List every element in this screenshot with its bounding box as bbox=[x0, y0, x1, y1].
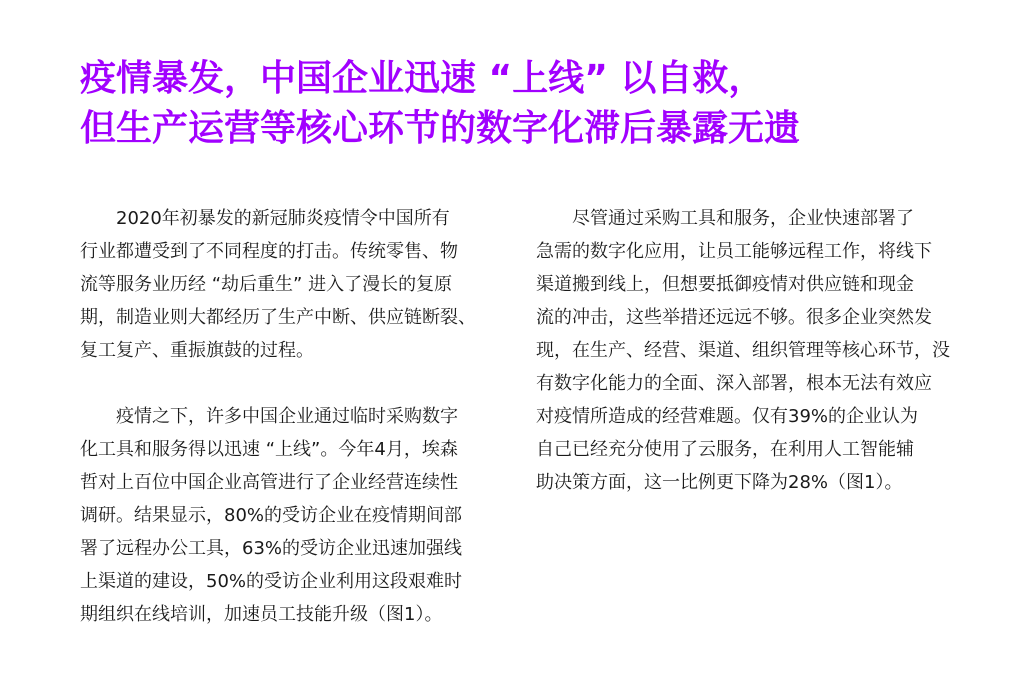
text-line: 有数字化能力的全面、深入部署，根本无法有效应 bbox=[536, 373, 932, 394]
text-line: 署了远程办公工具，63%的受访企业迅速加强线 bbox=[80, 538, 463, 559]
text-line: 渠道搬到线上，但想要抵御疫情对供应链和现金 bbox=[536, 274, 914, 295]
left-paragraph-2 bbox=[80, 400, 490, 631]
left-column bbox=[80, 202, 490, 664]
text-line: 对疫情所造成的经营难题。仅有39%的企业认为 bbox=[536, 406, 919, 427]
text-line: 助决策方面，这一比例更下降为28%（图1）。 bbox=[536, 472, 903, 493]
title-line-2: 但生产运营等核心环节的数字化滞后暴露无遗 bbox=[80, 108, 801, 149]
text-line: 2020年初暴发的新冠肺炎疫情令中国所有 bbox=[116, 208, 450, 229]
left-paragraph-1 bbox=[80, 202, 490, 367]
right-paragraph-1 bbox=[536, 202, 950, 499]
text-line: 复工复产、重振旗鼓的过程。 bbox=[80, 340, 314, 361]
text-line: 现，在生产、经营、渠道、组织管理等核心环节，没 bbox=[536, 340, 950, 361]
text-line: 上渠道的建设，50%的受访企业利用这段艰难时 bbox=[80, 571, 463, 592]
text-line: 疫情之下，许多中国企业通过临时采购数字 bbox=[116, 406, 458, 427]
page-title bbox=[80, 54, 980, 154]
text-line: 行业都遭受到了不同程度的打击。传统零售、物 bbox=[80, 241, 458, 262]
text-line: 哲对上百位中国企业高管进行了企业经营连续性 bbox=[80, 472, 458, 493]
text-line: 期组织在线培训，加速员工技能升级（图1）。 bbox=[80, 604, 443, 625]
text-line: 流的冲击，这些举措还远远不够。很多企业突然发 bbox=[536, 307, 932, 328]
right-column bbox=[536, 202, 950, 532]
text-line: 自己已经充分使用了云服务，在利用人工智能辅 bbox=[536, 439, 914, 460]
text-line: 急需的数字化应用，让员工能够远程工作，将线下 bbox=[536, 241, 932, 262]
text-line: 尽管通过采购工具和服务，企业快速部署了 bbox=[572, 208, 914, 229]
title-line-1: 疫情暴发，中国企业迅速 “上线” 以自救， bbox=[80, 58, 765, 99]
text-line: 化工具和服务得以迅速 “上线”。今年4月，埃森 bbox=[80, 439, 458, 460]
text-line: 调研。结果显示，80%的受访企业在疫情期间部 bbox=[80, 505, 463, 526]
text-line: 期，制造业则大都经历了生产中断、供应链断裂、 bbox=[80, 307, 476, 328]
text-line: 流等服务业历经 “劫后重生” 进入了漫长的复原 bbox=[80, 274, 453, 295]
